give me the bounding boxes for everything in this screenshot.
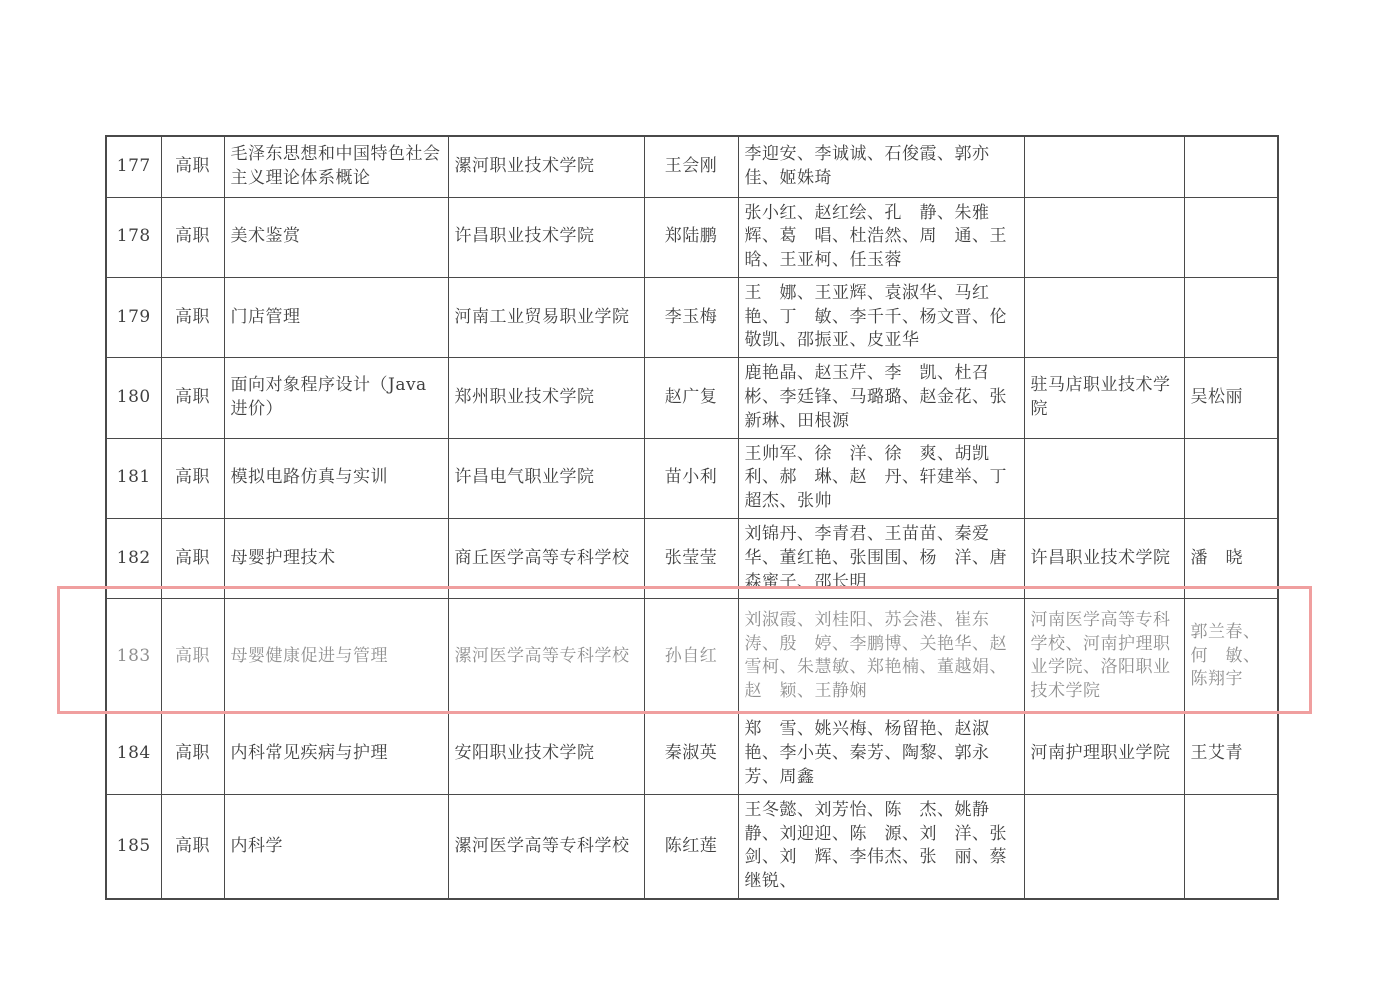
team-members-cell: 张小红、赵红绘、孔 静、朱雅辉、葛 唱、杜浩然、周 通、王 晗、王亚柯、任玉蓉 bbox=[738, 197, 1024, 277]
course-name-cell: 内科学 bbox=[224, 794, 448, 899]
leader-name-cell: 赵广复 bbox=[644, 358, 738, 438]
partner-school-cell bbox=[1024, 794, 1184, 899]
school-cell: 许昌职业技术学院 bbox=[448, 197, 644, 277]
school-cell: 商丘医学高等专科学校 bbox=[448, 519, 644, 599]
leader-name-cell: 陈红莲 bbox=[644, 794, 738, 899]
partner-members-cell bbox=[1184, 197, 1278, 277]
partner-school-cell bbox=[1024, 197, 1184, 277]
partner-school-cell: 许昌职业技术学院 bbox=[1024, 519, 1184, 599]
partner-school-cell: 驻马店职业技术学院 bbox=[1024, 358, 1184, 438]
row-number-cell: 180 bbox=[106, 358, 161, 438]
partner-members-cell: 王艾青 bbox=[1184, 714, 1278, 794]
team-members-cell: 王冬懿、刘芳怡、陈 杰、姚静静、刘迎迎、陈 源、刘 洋、张 剑、刘 辉、李伟杰、张 丽、蔡继锐、 bbox=[738, 794, 1024, 899]
row-number-cell: 182 bbox=[106, 519, 161, 599]
partner-members-cell bbox=[1184, 438, 1278, 518]
school-cell: 郑州职业技术学院 bbox=[448, 358, 644, 438]
table-row bbox=[106, 599, 1278, 714]
level-cell: 高职 bbox=[161, 519, 224, 599]
school-cell: 漯河职业技术学院 bbox=[448, 136, 644, 197]
partner-school-cell bbox=[1024, 136, 1184, 197]
level-cell: 高职 bbox=[161, 714, 224, 794]
row-number-cell: 184 bbox=[106, 714, 161, 794]
row-number-cell: 181 bbox=[106, 438, 161, 518]
course-name-cell: 母婴健康促进与管理 bbox=[224, 599, 448, 714]
team-members-cell: 刘淑霞、刘桂阳、苏会港、崔东涛、殷 婷、李鹏博、关艳华、赵雪柯、朱慧敏、郑艳楠、董越娟、赵 颖、王静娴 bbox=[738, 599, 1024, 714]
leader-name-cell: 王会刚 bbox=[644, 136, 738, 197]
course-name-cell: 内科常见疾病与护理 bbox=[224, 714, 448, 794]
team-members-cell: 王 娜、王亚辉、袁淑华、马红艳、丁 敏、李千千、杨文晋、伦敬凯、邵振亚、皮亚华 bbox=[738, 277, 1024, 357]
course-name-cell: 母婴护理技术 bbox=[224, 519, 448, 599]
row-number-cell: 183 bbox=[106, 599, 161, 714]
school-cell: 安阳职业技术学院 bbox=[448, 714, 644, 794]
partner-members-cell: 郭兰春、何 敏、陈翔宇 bbox=[1184, 599, 1278, 714]
partner-members-cell bbox=[1184, 136, 1278, 197]
level-cell: 高职 bbox=[161, 599, 224, 714]
team-members-cell: 郑 雪、姚兴梅、杨留艳、赵淑艳、李小英、秦芳、陶黎、郭永芳、周鑫 bbox=[738, 714, 1024, 794]
row-number-cell: 185 bbox=[106, 794, 161, 899]
course-name-cell: 门店管理 bbox=[224, 277, 448, 357]
school-cell: 漯河医学高等专科学校 bbox=[448, 794, 644, 899]
row-number-cell: 177 bbox=[106, 136, 161, 197]
table-row bbox=[106, 277, 1278, 357]
team-members-cell: 李迎安、李诚诚、石俊霞、郭亦佳、姬姝琦 bbox=[738, 136, 1024, 197]
school-cell: 漯河医学高等专科学校 bbox=[448, 599, 644, 714]
level-cell: 高职 bbox=[161, 794, 224, 899]
course-name-cell: 美术鉴赏 bbox=[224, 197, 448, 277]
school-cell: 许昌电气职业学院 bbox=[448, 438, 644, 518]
partner-school-cell bbox=[1024, 277, 1184, 357]
partner-members-cell: 吴松丽 bbox=[1184, 358, 1278, 438]
level-cell: 高职 bbox=[161, 277, 224, 357]
leader-name-cell: 张莹莹 bbox=[644, 519, 738, 599]
partner-members-cell: 潘 晓 bbox=[1184, 519, 1278, 599]
row-number-cell: 179 bbox=[106, 277, 161, 357]
school-cell: 河南工业贸易职业学院 bbox=[448, 277, 644, 357]
leader-name-cell: 秦淑英 bbox=[644, 714, 738, 794]
partner-school-cell bbox=[1024, 438, 1184, 518]
course-name-cell: 模拟电路仿真与实训 bbox=[224, 438, 448, 518]
partner-members-cell bbox=[1184, 794, 1278, 899]
leader-name-cell: 李玉梅 bbox=[644, 277, 738, 357]
course-name-cell: 面向对象程序设计（Java进价） bbox=[224, 358, 448, 438]
team-members-cell: 鹿艳晶、赵玉芹、李 凯、杜召彬、李廷锋、马璐璐、赵金花、张新琳、田根源 bbox=[738, 358, 1024, 438]
table-row bbox=[106, 714, 1278, 794]
level-cell: 高职 bbox=[161, 136, 224, 197]
team-members-cell: 王帅军、徐 洋、徐 爽、胡凯利、郝 琳、赵 丹、轩建举、丁超杰、张帅 bbox=[738, 438, 1024, 518]
table-row bbox=[106, 794, 1278, 899]
leader-name-cell: 孙自红 bbox=[644, 599, 738, 714]
partner-school-cell: 河南医学高等专科学校、河南护理职业学院、洛阳职业技术学院 bbox=[1024, 599, 1184, 714]
course-name-cell: 毛泽东思想和中国特色社会主义理论体系概论 bbox=[224, 136, 448, 197]
partner-members-cell bbox=[1184, 277, 1278, 357]
course-team-table bbox=[105, 135, 1279, 900]
table-row bbox=[106, 438, 1278, 518]
level-cell: 高职 bbox=[161, 358, 224, 438]
level-cell: 高职 bbox=[161, 438, 224, 518]
leader-name-cell: 郑陆鹏 bbox=[644, 197, 738, 277]
table-row bbox=[106, 358, 1278, 438]
table-row bbox=[106, 197, 1278, 277]
team-members-cell: 刘锦丹、李青君、王苗苗、秦爱华、董红艳、张围围、杨 洋、唐森蜜子、邵长明 bbox=[738, 519, 1024, 599]
level-cell: 高职 bbox=[161, 197, 224, 277]
table-row bbox=[106, 136, 1278, 197]
leader-name-cell: 苗小利 bbox=[644, 438, 738, 518]
partner-school-cell: 河南护理职业学院 bbox=[1024, 714, 1184, 794]
row-number-cell: 178 bbox=[106, 197, 161, 277]
table-row bbox=[106, 519, 1278, 599]
